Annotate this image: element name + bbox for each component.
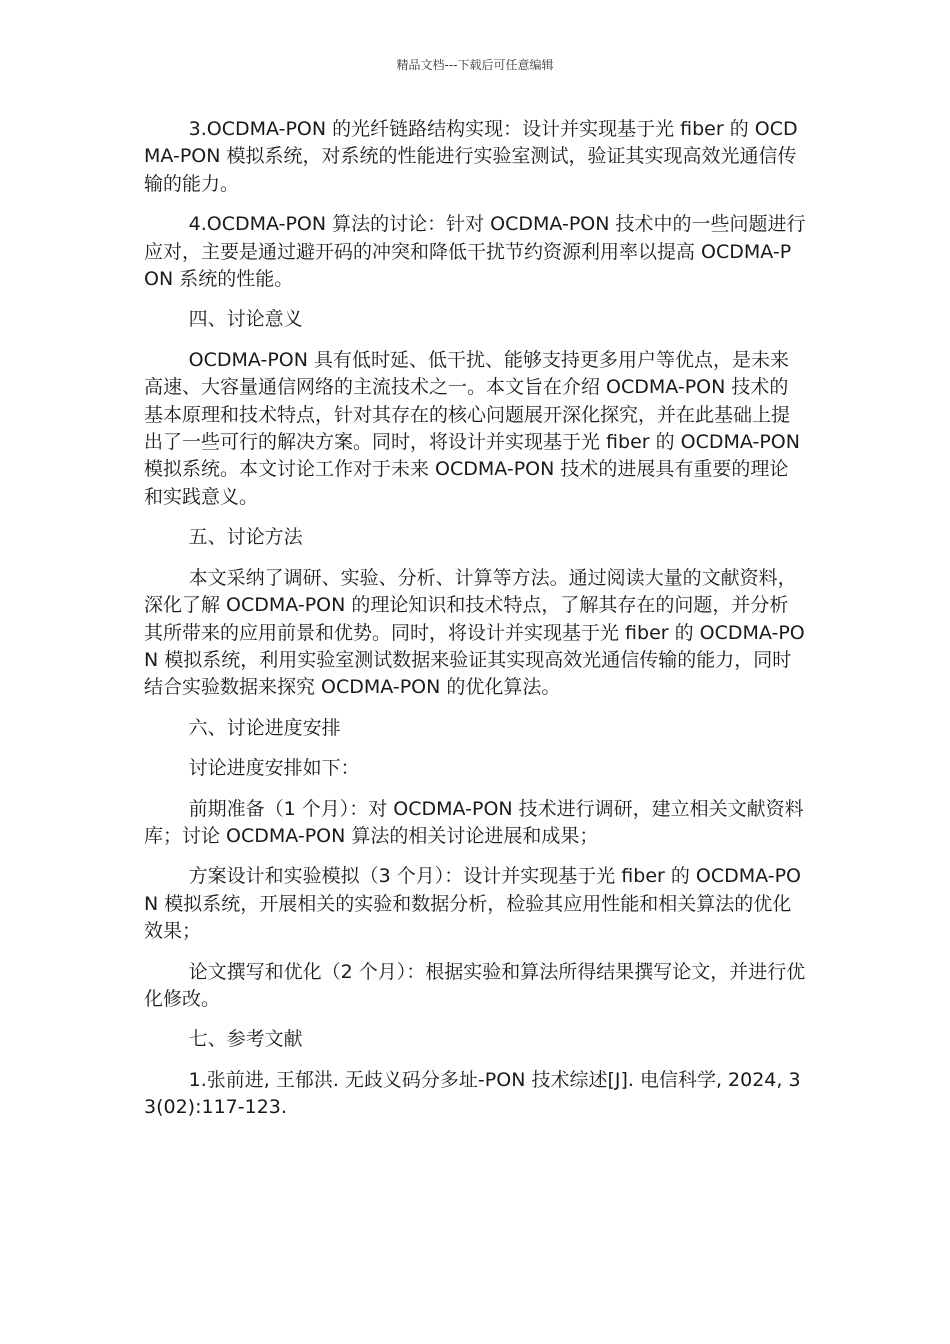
reference-item-1: 1.张前进, 王郁洪. 无歧义码分多址-PON 技术综述[J]. 电信科学, 2024, 33(02):117-123. [144,1068,801,1119]
paragraph-schedule-phase-3: 论文撰写和优化（2 个月）：根据实验和算法所得结果撰写论文，并进行优化修改。 [144,960,806,1010]
paragraph-schedule-phase-2: 方案设计和实验模拟（3 个月）：设计并实现基于光 fiber 的 OCDMA-PON 模拟系统，开展相关的实验和数据分析，检验其应用性能和相关算法的优化效果； [144,865,802,943]
paragraph-item-4: 4.OCDMA-PON 算法的讨论：针对 OCDMA-PON 技术中的一些问题进行应对，主要是通过避开码的冲突和降低干扰节约资源利用率以提高 OCDMA-PON 系统的性能。 [144,213,806,291]
section-heading-references: 七、参考文献 [188,1028,303,1051]
paragraph-schedule-intro: 讨论进度安排如下： [188,757,360,780]
section-heading-schedule: 六、讨论进度安排 [188,716,341,739]
section-heading-method: 五、讨论方法 [188,526,303,549]
paragraph-schedule-phase-1: 前期准备（1 个月）：对 OCDMA-PON 技术进行调研，建立相关文献资料库；讨论 OCDMA-PON 算法的相关讨论进展和成果； [144,797,804,847]
document-body [144,116,806,1135]
section-heading-significance: 四、讨论意义 [188,308,303,331]
paragraph-item-3: 3.OCDMA-PON 的光纤链路结构实现：设计并实现基于光 fiber 的 OCDMA-PON 模拟系统，对系统的性能进行实验室测试，验证其实现高效光通信传输的能力。 [144,118,798,195]
paragraph-method: 本文采纳了调研、实验、分析、计算等方法。通过阅读大量的文献资料，深化了解 OCDMA-PON 的理论知识和技术特点，了解其存在的问题，并分析其所带来的应用前景和优势。同时，将设计并实现基于光 fiber 的 OCDMA-PON 模拟系统，利用实验室测试数据来验证其实现高效光通信传输的能力，同时结合实验数据来探究 OCDMA-PON 的优化算法。 [144,566,805,699]
paragraph-significance: OCDMA-PON 具有低时延、低干扰、能够支持更多用户等优点，是未来高速、大容量通信网络的主流技术之一。本文旨在介绍 OCDMA-PON 技术的基本原理和技术特点，针对其存在的核心问题展开深化探究，并在此基础上提出了一些可行的解决方案。同时，将设计并实现基于光 fiber 的 OCDMA-PON 模拟系统。本文讨论工作对于未来 OCDMA-PON 技术的进展具有重要的理论和实践意义。 [144,348,800,508]
page-header: 精品文档---下载后可任意编辑 [396,58,554,72]
